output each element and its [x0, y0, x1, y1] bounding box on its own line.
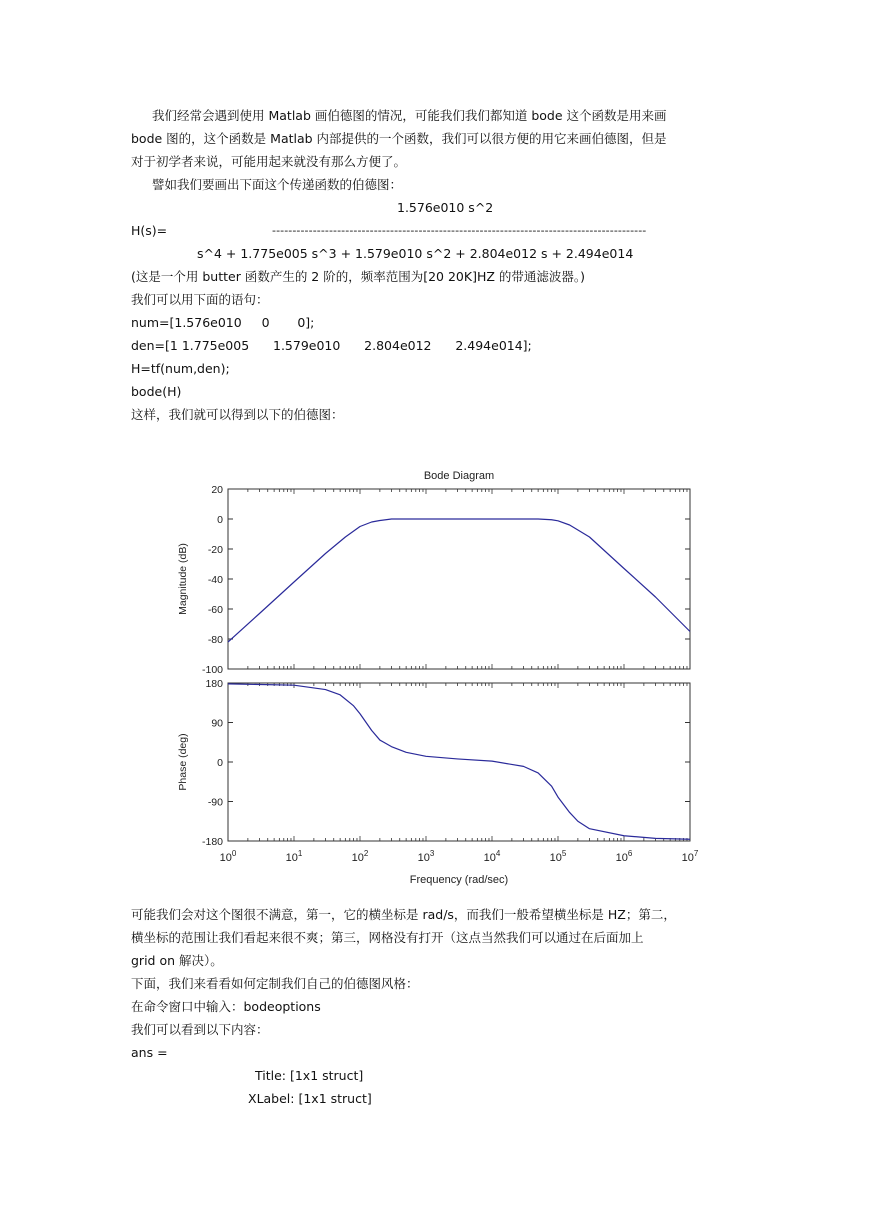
code-num: num=[1.576e010 0 0];	[131, 315, 315, 330]
paragraph-intro-line-1: 我们经常会遇到使用 Matlab 画伯德图的情况，可能我们我们都知道 bode 这个函数是用来画	[152, 108, 667, 123]
magnitude-y-tick-label: 20	[211, 484, 223, 496]
plot-intro: 这样，我们就可以得到以下的伯德图：	[131, 407, 344, 422]
x-tick-label: $10^4$	[483, 849, 501, 864]
x-axis-label: Frequency (rad/sec)	[409, 874, 509, 886]
paragraph-command: 在命令窗口中输入：bodeoptions	[131, 999, 321, 1014]
x-tick-label: $10^2$	[351, 849, 369, 864]
statement-intro: 我们可以用下面的语句：	[131, 292, 269, 307]
magnitude-y-tick-label: -100	[201, 664, 223, 676]
phase-y-tick-label: 0	[217, 757, 223, 769]
paragraph-intro-line-3: 对于初学者来说，可能用起来就没有那么方便了。	[131, 154, 407, 169]
paragraph-intro-line-2: bode 图的，这个函数是 Matlab 内部提供的一个函数，我们可以很方便的用它来画伯德图，但是	[131, 131, 667, 146]
x-tick-label: $10^6$	[615, 849, 633, 864]
phase-y-tick-label: -180	[201, 836, 223, 848]
code-bode: bode(H)	[131, 384, 182, 399]
paragraph-critique-line-2: 横坐标的范围让我们看起来很不爽；第三，网格没有打开（这点当然我们可以通过在后面加上	[131, 930, 644, 945]
tf-numerator: 1.576e010 s^2	[397, 200, 494, 215]
chart-title: Bode Diagram	[423, 470, 495, 482]
tf-label: H(s)=	[131, 223, 168, 238]
x-tick-label: $10^0$	[219, 849, 237, 864]
code-tf: H=tf(num,den);	[131, 361, 230, 376]
x-tick-label: $10^1$	[285, 849, 303, 864]
paragraph-critique-line-1: 可能我们会对这个图很不满意，第一，它的横坐标是 rad/s，而我们一般希望横坐标是 HZ；第二，	[131, 907, 676, 922]
code-den: den=[1 1.775e005 1.579e010 2.804e012 2.494e014];	[131, 338, 532, 353]
magnitude-y-axis-label: Magnitude (dB)	[177, 543, 189, 615]
paragraph-output-intro: 我们可以看到以下内容：	[131, 1022, 269, 1037]
x-tick-label: $10^3$	[417, 849, 435, 864]
tf-denominator: s^4 + 1.775e005 s^3 + 1.579e010 s^2 + 2.804e012 s + 2.494e014	[197, 246, 634, 261]
paragraph-customize: 下面，我们来看看如何定制我们自己的伯德图风格：	[131, 976, 419, 991]
x-tick-label: $10^5$	[549, 849, 567, 864]
xlabel-field: XLabel: [1x1 struct]	[248, 1091, 372, 1106]
phase-y-axis-label: Phase (deg)	[177, 733, 189, 791]
phase-y-tick-label: 90	[211, 717, 223, 730]
tf-fraction-bar: --------------------------------------------------------------------------------------------	[272, 224, 647, 237]
magnitude-y-tick-label: -20	[207, 544, 223, 556]
paragraph-critique-line-3: grid on 解决）。	[131, 953, 223, 968]
bode-diagram-figure	[170, 462, 710, 892]
filter-note: (这是一个用 butter 函数产生的 2 阶的，频率范围为[20 20K]HZ 的带通滤波器。)	[131, 269, 586, 284]
x-tick-label: $10^7$	[681, 849, 699, 864]
magnitude-y-tick-label: -60	[207, 604, 223, 616]
phase-y-tick-label: -90	[207, 796, 223, 809]
phase-axes-box	[228, 683, 690, 841]
magnitude-y-tick-label: -40	[207, 574, 223, 586]
ans-label: ans =	[131, 1045, 168, 1060]
phase-y-tick-label: 180	[205, 678, 223, 690]
magnitude-y-tick-label: 0	[217, 514, 223, 526]
title-field: Title: [1x1 struct]	[255, 1068, 364, 1083]
paragraph-example: 譬如我们要画出下面这个传递函数的伯德图：	[152, 177, 403, 192]
magnitude-y-tick-label: -80	[207, 634, 223, 646]
